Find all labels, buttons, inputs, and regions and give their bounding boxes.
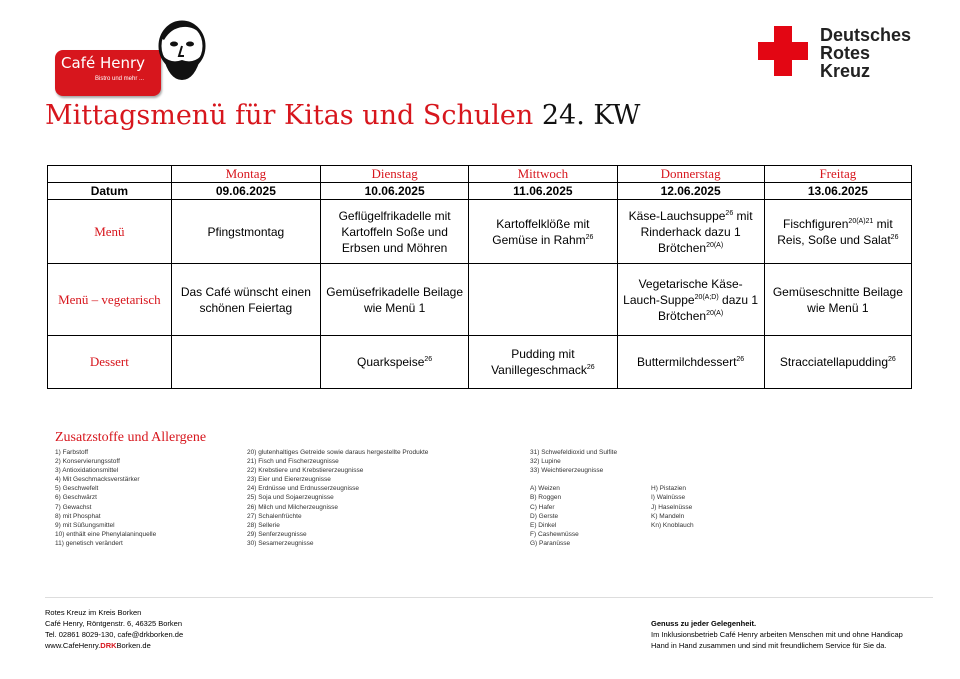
date-friday: 13.06.2025 xyxy=(764,183,911,200)
vegetarian-wednesday xyxy=(469,264,617,336)
allergen-code: 26 xyxy=(888,356,896,363)
footer-org: Rotes Kreuz im Kreis Borken xyxy=(45,608,142,617)
allergen-column-4 xyxy=(651,448,694,548)
row-label-dessert: Dessert xyxy=(48,336,172,389)
allergen-code: 20(A;D) xyxy=(694,293,719,301)
red-cross-icon xyxy=(758,26,808,76)
allergen-item: 4) Mit Geschmacksverstärker xyxy=(55,476,140,484)
allergen-item: 28) Sellerie xyxy=(247,521,280,529)
datum-label: Datum xyxy=(48,183,172,200)
allergen-item xyxy=(651,457,694,466)
footer-divider xyxy=(45,597,933,598)
corner-cell xyxy=(48,166,172,183)
day-header-monday: Montag xyxy=(171,166,320,183)
drk-line-2: Rotes xyxy=(820,43,871,63)
allergen-item: 8) mit Phosphat xyxy=(55,512,101,520)
allergen-item: A) Weizen xyxy=(530,485,560,493)
allergen-code: 20(A)21 xyxy=(848,217,874,225)
footer-slogan-title: Genuss zu jeder Gelegenheit. xyxy=(651,619,757,628)
menu-tuesday: Geflügelfrikadelle mit Kartoffeln Soße und Erbsen und Möhren xyxy=(321,200,469,264)
menu-table xyxy=(47,165,912,389)
allergen-item: C) Hafer xyxy=(530,503,555,511)
drk-line-3: Kreuz xyxy=(820,61,871,81)
menu-row xyxy=(48,200,912,264)
date-row xyxy=(48,183,912,200)
allergen-item: 26) Milch und Milcherzeugnisse xyxy=(247,503,339,511)
allergen-item: 22) Krebstiere und Krebstiererzeugnisse xyxy=(247,467,364,475)
date-thursday: 12.06.2025 xyxy=(617,183,764,200)
allergen-column-3 xyxy=(530,448,617,548)
cafe-henry-badge xyxy=(55,50,161,96)
allergen-item: 21) Fisch und Fischerzeugnisse xyxy=(247,458,339,466)
allergen-item: D) Gerste xyxy=(530,512,559,520)
allergen-item: 3) Antioxidationsmittel xyxy=(55,467,119,475)
vegetarian-monday: Das Café wünscht einen schönen Feiertag xyxy=(171,264,320,336)
allergen-item xyxy=(651,530,694,539)
allergen-item: 29) Senferzeugnisse xyxy=(247,530,307,538)
vegetarian-tuesday: Gemüsefrikadelle Beilage wie Menü 1 xyxy=(321,264,469,336)
vegetarian-thursday xyxy=(617,264,764,336)
allergen-item xyxy=(651,448,694,457)
allergen-item: 24) Erdnüsse und Erdnusserzeugnisse xyxy=(247,485,360,493)
allergen-code: 20(A) xyxy=(706,309,724,317)
allergen-item: 23) Eier und Eiererzeugnisse xyxy=(247,476,331,484)
allergen-item: E) Dinkel xyxy=(530,521,557,529)
allergen-item: F) Cashewnüsse xyxy=(530,530,579,538)
allergen-item: 6) Geschwärzt xyxy=(55,494,97,502)
dessert-row xyxy=(48,336,912,389)
allergen-item: 11) genetisch verändert xyxy=(55,539,123,547)
footer-slogan-line-2: Im Inklusionsbetrieb Café Henry arbeiten Menschen mit und ohne Handicap xyxy=(651,630,903,639)
henry-portrait-icon xyxy=(149,20,215,82)
allergen-code: 26 xyxy=(725,209,734,217)
allergen-item: I) Walnüsse xyxy=(651,494,686,502)
footer-street: Café Henry, Röntgenstr. 6, 46325 Borken xyxy=(45,619,183,628)
allergen-code: 26 xyxy=(890,233,899,241)
dessert-friday xyxy=(764,336,911,389)
menu-monday: Pfingstmontag xyxy=(171,200,320,264)
menu-thursday xyxy=(617,200,764,264)
title-week: 24. KW xyxy=(541,100,641,131)
menu-thursday-text-b: mit Rinderhack dazu 1 Brötchen xyxy=(640,208,753,255)
day-header-tuesday: Dienstag xyxy=(321,166,469,183)
drk-line-1: Deutsches xyxy=(820,25,912,45)
allergen-item: G) Paranüsse xyxy=(530,539,571,547)
allergen-code: 26 xyxy=(586,364,595,371)
menu-friday-text-a: Fischfiguren xyxy=(783,216,849,231)
allergen-heading: Zusatzstoffe und Allergene xyxy=(55,430,207,445)
day-header-wednesday: Mittwoch xyxy=(469,166,617,183)
menu-friday xyxy=(764,200,911,264)
web-suffix: Borken.de xyxy=(116,641,151,650)
allergen-item xyxy=(651,466,694,475)
allergen-item: 32) Lupine xyxy=(530,458,561,466)
menu-wednesday xyxy=(469,200,617,264)
allergen-item: 1) Farbstoff xyxy=(55,449,89,456)
allergen-item: 30) Sesamerzeugnisse xyxy=(247,539,314,547)
footer-website-link[interactable] xyxy=(45,640,183,651)
allergen-item: Kn) Knoblauch xyxy=(651,521,694,529)
allergen-item: 25) Soja und Sojaerzeugnisse xyxy=(247,494,334,502)
cafe-henry-name: Café Henry xyxy=(61,54,146,72)
allergen-code: 26 xyxy=(736,356,745,363)
allergen-item: K) Mandeln xyxy=(651,512,685,520)
allergen-item xyxy=(651,539,694,548)
dessert-friday-text: Stracciatellapudding xyxy=(779,355,888,369)
title-main: Mittagsmenü für Kitas und Schulen xyxy=(45,100,534,131)
dessert-thursday xyxy=(617,336,764,389)
vegetarian-thursday-text-b: dazu 1 Brötchen xyxy=(658,292,759,323)
drk-logo xyxy=(758,26,928,82)
menu-thursday-text-a: Käse-Lauchsuppe xyxy=(628,208,726,223)
vegetarian-friday: Gemüseschnitte Beilage wie Menü 1 xyxy=(764,264,911,336)
day-header-row xyxy=(48,166,912,183)
dessert-wednesday-text: Pudding mit Vanillegeschmack xyxy=(491,347,587,377)
date-tuesday: 10.06.2025 xyxy=(321,183,469,200)
page-title xyxy=(45,100,640,131)
allergen-item: 31) Schwefeldioxid und Sulfite xyxy=(530,449,618,456)
allergen-item xyxy=(651,475,694,484)
allergen-item: 9) mit Süßungsmittel xyxy=(55,521,115,529)
allergen-column-2 xyxy=(247,448,428,548)
menu-friday-text-b: mit Reis, Soße und Salat xyxy=(777,216,893,247)
web-prefix: www.CafeHenry. xyxy=(45,641,101,650)
drk-wordmark xyxy=(820,26,911,80)
footer-slogan-line-3: Hand in Hand zusammen und sind mit freundlichem Service für Sie da. xyxy=(651,641,887,650)
cafe-henry-logo xyxy=(55,20,215,82)
footer-slogan xyxy=(651,618,903,651)
dessert-tuesday-text: Quarkspeise xyxy=(357,355,425,369)
allergen-item: H) Pistazien xyxy=(651,485,687,493)
dessert-wednesday xyxy=(469,336,617,389)
allergen-item: 7) Gewachst xyxy=(55,503,92,511)
vegetarian-thursday-text-a: Vegetarische Käse-Lauch-Suppe xyxy=(623,276,743,307)
day-header-friday: Freitag xyxy=(764,166,911,183)
allergen-code: 20(A) xyxy=(706,241,724,249)
row-label-menu: Menü xyxy=(48,200,172,264)
dessert-tuesday xyxy=(321,336,469,389)
allergen-item: 2) Konservierungsstoff xyxy=(55,458,120,466)
date-monday: 09.06.2025 xyxy=(171,183,320,200)
allergen-item: 33) Weichtiererzeugnisse xyxy=(530,467,604,475)
allergen-item: B) Roggen xyxy=(530,494,562,502)
footer-address xyxy=(45,607,183,651)
dessert-thursday-text: Buttermilchdessert xyxy=(637,355,737,369)
allergen-code: 26 xyxy=(424,356,433,363)
day-header-thursday: Donnerstag xyxy=(617,166,764,183)
allergen-item xyxy=(530,475,617,484)
allergen-item: 20) glutenhaltiges Getreide sowie daraus hergestellte Produkte xyxy=(247,449,429,456)
footer-contact[interactable]: Tel. 02861 8029-130, cafe@drkborken.de xyxy=(45,630,184,639)
allergen-item: 27) Schalenfrüchte xyxy=(247,512,302,520)
allergen-item: 10) enthält eine Phenylalaninquelle xyxy=(55,530,157,538)
menu-wednesday-text: Kartoffelklöße mit Gemüse in Rahm xyxy=(492,216,590,247)
row-label-vegetarian: Menü – vegetarisch xyxy=(48,264,172,336)
dessert-monday xyxy=(171,336,320,389)
allergen-column-1 xyxy=(55,448,156,548)
web-highlight: DRK xyxy=(100,641,117,650)
date-wednesday: 11.06.2025 xyxy=(469,183,617,200)
cafe-henry-tagline: Bistro und mehr ... xyxy=(95,76,145,82)
vegetarian-row xyxy=(48,264,912,336)
allergen-item: J) Haselnüsse xyxy=(651,503,693,511)
allergen-item: 5) Geschwefelt xyxy=(55,485,99,493)
allergen-code: 26 xyxy=(585,233,594,241)
